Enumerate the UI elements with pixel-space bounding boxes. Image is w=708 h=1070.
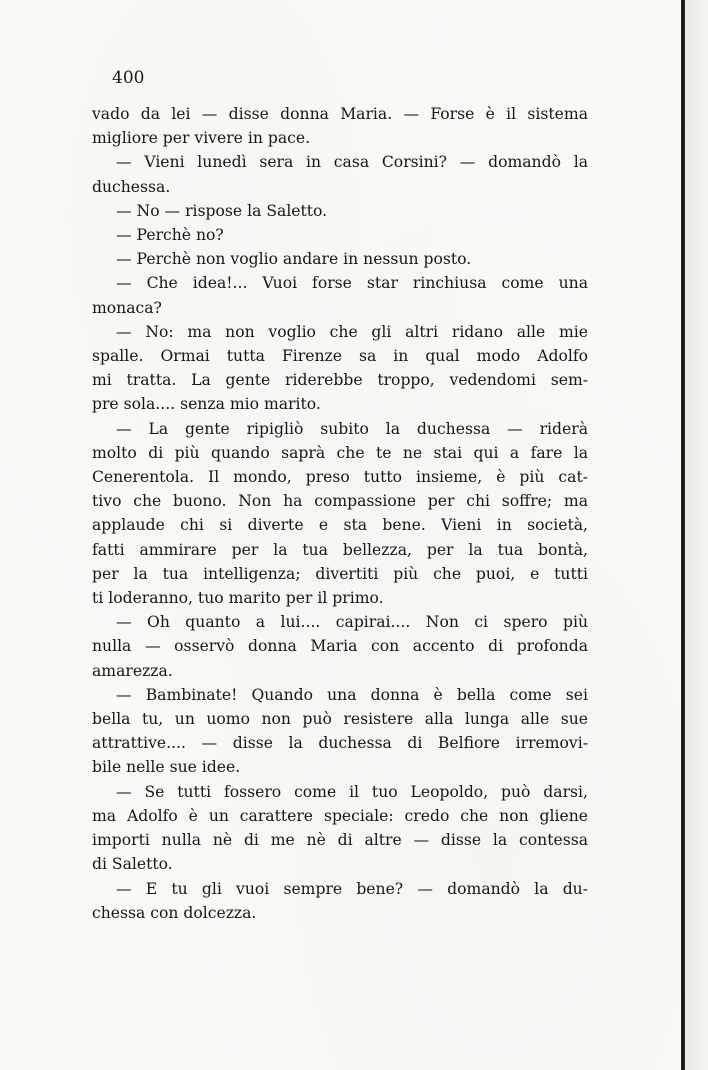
text-line: chessa con dolcezza. [92,903,257,922]
text-line: fatti ammirare per la tua bellezza, per la tua bontà, [92,540,588,559]
text-line: — La gente ripigliò subito la duchessa — riderà [116,419,588,438]
text-line: migliore per vivere in pace. [92,129,311,148]
text-line: — E tu gli vuoi sempre bene? — domandò la du- [116,879,588,898]
text-line: — Perchè no? [116,226,224,245]
text-line: pre sola.... senza mio marito. [92,395,321,414]
text-line: ti loderanno, tuo marito per il primo. [92,589,384,608]
text-line: Cenerentola. Il mondo, preso tutto insieme, è più cat- [92,468,588,487]
text-line: — Se tutti fossero come il tuo Leopoldo, può darsi, [116,782,588,801]
text-line: nulla — osservò donna Maria con accento di profonda [92,637,588,656]
text-line: spalle. Ormai tutta Firenze sa in qual modo Adolfo [92,347,588,366]
text-line: di Saletto. [92,855,173,874]
text-line: applaude chi si diverte e sta bene. Vieni in società, [92,516,588,535]
text-line: — Vieni lunedì sera in casa Corsini? — domandò la [116,153,588,172]
text-line: tivo che buono. Non ha compassione per chi soffre; ma [92,492,588,511]
text-line: — Che idea!... Vuoi forse star rinchiusa come una [116,274,588,293]
text-line: — Bambinate! Quando una donna è bella come sei [116,685,588,704]
text-line: per la tua intelligenza; divertiti più che puoi, e tutti [92,564,588,583]
text-line: — Oh quanto a lui.... capirai.... Non ci spero più [116,613,588,632]
text-line: attrattive.... — disse la duchessa di Belfiore irremovi- [92,734,588,753]
text-line: mi tratta. La gente riderebbe troppo, vedendomi sem- [92,371,588,390]
body-text [92,102,588,925]
text-line: ma Adolfo è un carattere speciale: credo che non gliene [92,806,588,825]
text-line: monaca? [92,298,162,317]
text-line: amarezza. [92,661,173,680]
text-line: vado da lei — disse donna Maria. — Forse è il sistema [92,105,588,123]
text-line: bile nelle sue idee. [92,758,241,777]
text-line: duchessa. [92,177,171,196]
page-edge-shadow [685,0,708,1070]
text-line: — No: ma non voglio che gli altri ridano alle mie [116,322,588,341]
text-line: bella tu, un uomo non può resistere alla lunga alle sue [92,710,588,729]
binding-edge-line [681,0,685,1070]
text-line: — Perchè non voglio andare in nessun posto. [116,250,472,269]
text-line: — No — rispose la Saletto. [116,201,328,220]
page-number: 400 [112,68,145,88]
text-line: importi nulla nè di me nè di altre — disse la contessa [92,831,588,850]
text-line: molto di più quando saprà che te ne stai qui a fare la [92,443,588,462]
